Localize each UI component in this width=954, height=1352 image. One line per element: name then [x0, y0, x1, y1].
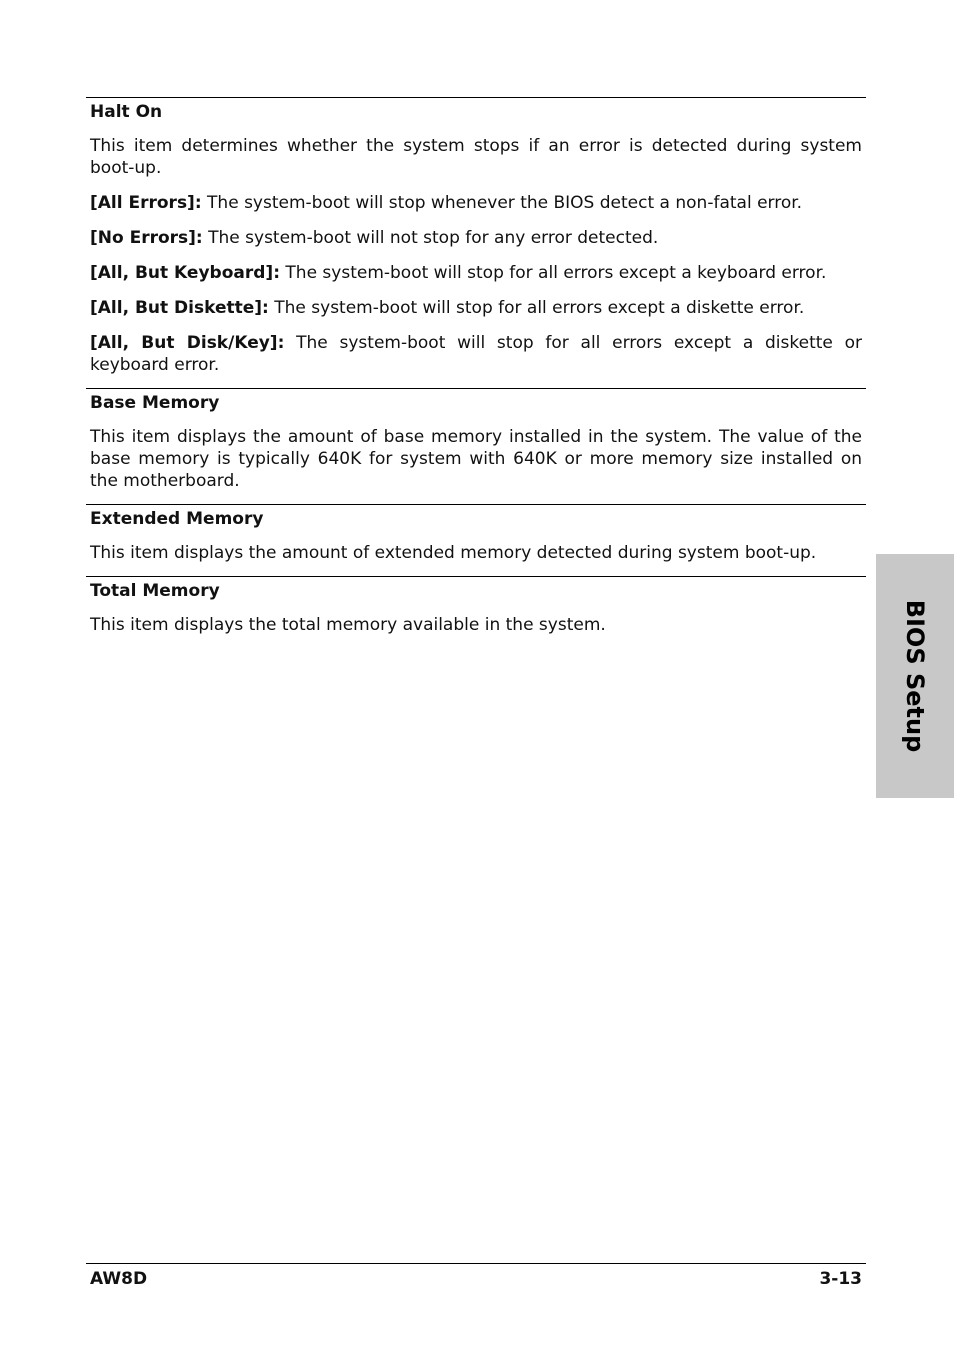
chapter-tab-label: BIOS Setup: [901, 599, 929, 753]
page-footer: [86, 1263, 866, 1290]
section-total-memory: [86, 576, 866, 648]
option-text: The system-boot will stop for all errors except a diskette error.: [274, 298, 805, 318]
section-title: Total Memory: [90, 581, 220, 601]
section-halt-on: [86, 97, 866, 388]
option-all-errors: [90, 192, 862, 214]
section-description: This item displays the amount of base memory installed in the system. The value of the base memory is typically 640K for system with 640K or more memory size installed on the motherboard.: [90, 427, 862, 491]
footer-model-name: AW8D: [90, 1269, 148, 1289]
section-description: This item determines whether the system stops if an error is detected during system boot-up.: [90, 136, 862, 178]
chapter-side-tab: [876, 554, 954, 798]
section-description: This item displays the total memory available in the system.: [90, 615, 606, 635]
section-title: Extended Memory: [90, 509, 264, 529]
option-label: [All, But Keyboard]:: [90, 263, 280, 283]
option-all-but-diskette: [90, 297, 862, 319]
document-content: [86, 97, 866, 648]
section-title: Halt On: [90, 102, 163, 122]
option-label: [All Errors]:: [90, 193, 202, 213]
option-text: The system-boot will stop for all errors except a diskette or keyboard error.: [90, 333, 862, 375]
section-description: This item displays the amount of extended memory detected during system boot-up.: [90, 543, 817, 563]
option-text: The system-boot will not stop for any error detected.: [208, 228, 659, 248]
option-text: The system-boot will stop whenever the BIOS detect a non-fatal error.: [207, 193, 803, 213]
option-label: [All, But Diskette]:: [90, 298, 269, 318]
option-label: [All, But Disk/Key]:: [90, 333, 285, 353]
option-label: [No Errors]:: [90, 228, 203, 248]
section-extended-memory: [86, 504, 866, 576]
section-title: Base Memory: [90, 393, 220, 413]
option-all-but-disk-key: [90, 332, 862, 376]
option-text: The system-boot will stop for all errors except a keyboard error.: [285, 263, 827, 283]
footer-page-number: 3-13: [819, 1269, 862, 1289]
section-base-memory: [86, 388, 866, 504]
option-no-errors: [90, 227, 862, 249]
option-all-but-keyboard: [90, 262, 862, 284]
